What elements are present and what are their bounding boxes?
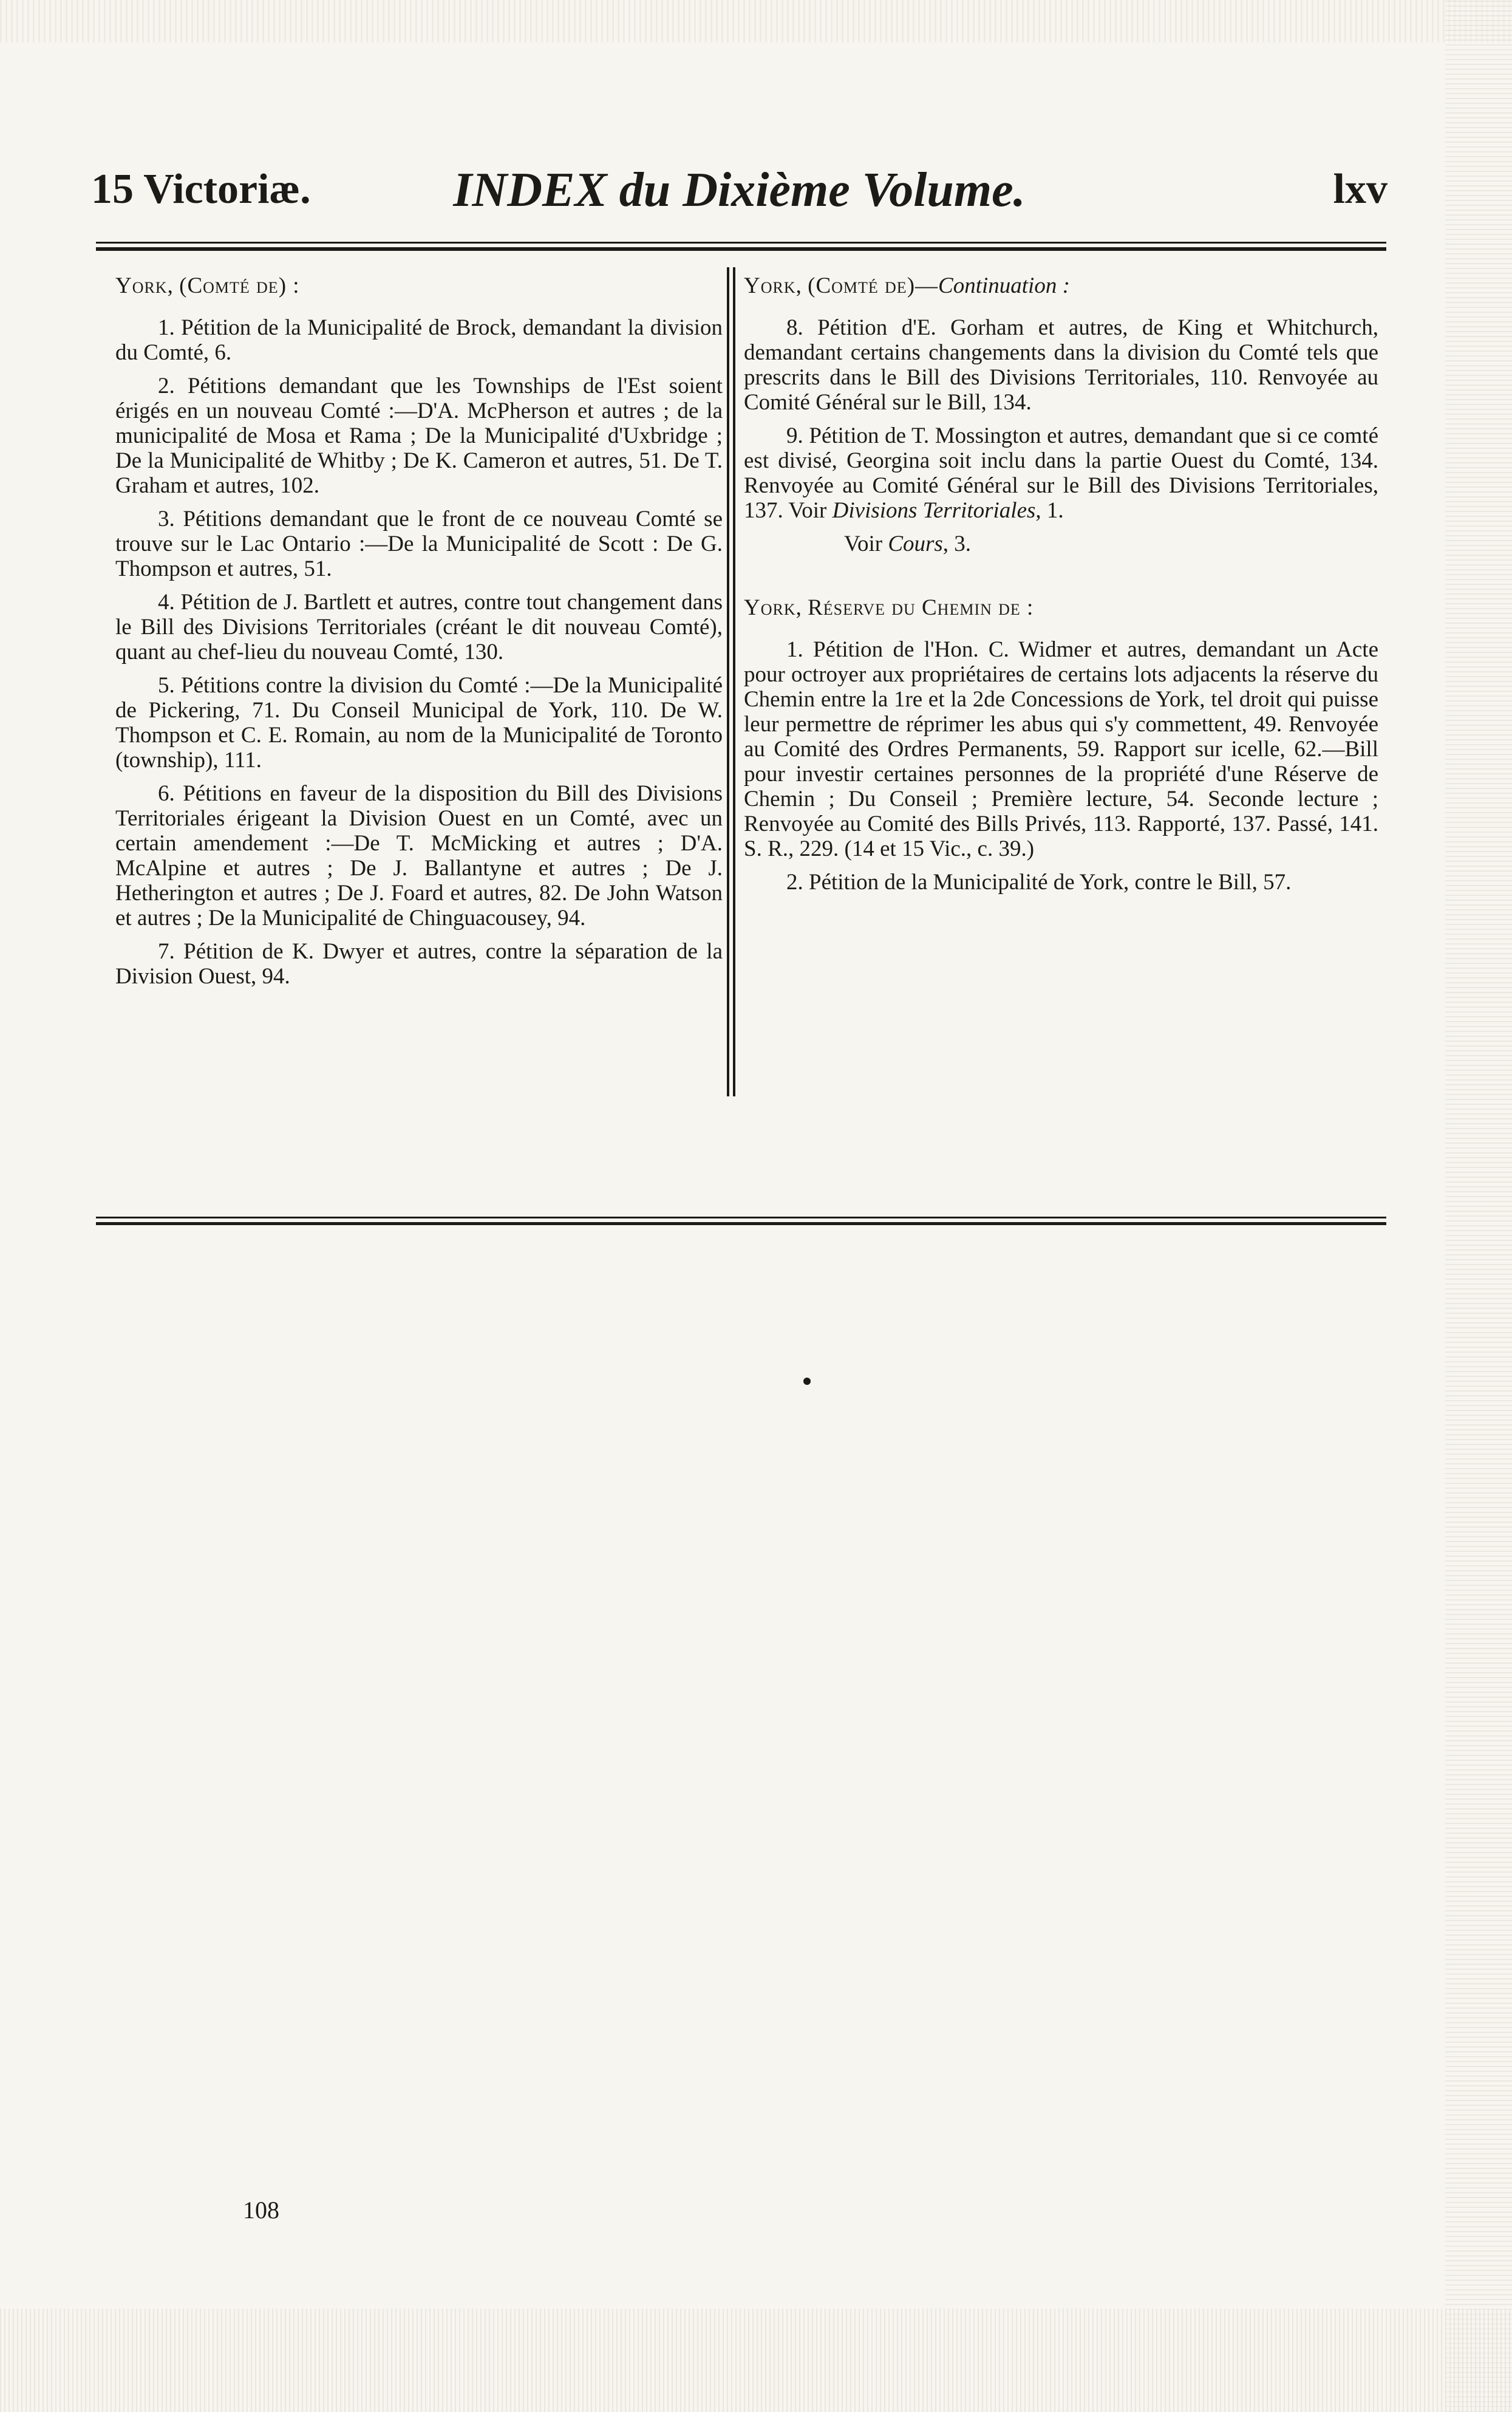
section-spacer [744,565,1378,595]
index-entry: 1. Pétition de la Municipalité de Brock, demandant la division du Comté, 6. [115,315,723,365]
index-entry: 8. Pétition d'E. Gorham et autres, de King et Whitchurch, demandant certains changements dans la division du Comté tels que prescrits dans le Bill des Divisions Territoriales, 110. Renvoyée au Comité Général sur le Bill, 134. [744,315,1378,415]
see-word: Voir [844,531,883,556]
signature-number: 108 [243,2196,279,2224]
right-heading-2-name: York, [744,595,802,620]
index-entry: 2. Pétition de la Municipalité de York, contre le Bill, 57. [786,870,1292,895]
left-column [115,273,723,997]
index-entry: 5. Pétitions contre la division du Comté :—De la Municipalité de Pickering, 71. Du Conseil Municipal de York, 110. De W. Thompson et C. E. Romain, au nom de la Municipalité de Toronto (township), 111. [115,673,723,773]
column-divider-right [733,267,735,1096]
see-also-line [744,531,1378,556]
scan-noise-bottom [0,2309,1512,2412]
see-reference: Cours [888,531,943,556]
header-rule-top [96,242,1386,244]
scan-noise-top [0,0,1512,43]
column-divider-left [727,267,729,1096]
header-page-roman: lxv [1333,166,1388,213]
index-entry: 2. Pétitions demandant que les Townships de l'Est soient érigés en un nouveau Comté :—D'A. McPherson et autres ; de la municipalité de Mosa et Rama ; De la Municipalité d'Uxbridge ; De la Municipalité de Whitby ; De K. Cameron et autres, 51. De T. Graham et autres, 102. [115,374,723,498]
right-heading-2-sub: Réserve du Chemin de : [808,595,1034,620]
left-heading-name: York, [115,273,174,298]
index-entry: 1. Pétition de l'Hon. C. Widmer et autres, demandant un Acte pour octroyer aux propriétaires de certains lots adjacents la réserve du Chemin entre la 1re et la 2de Concessions de York, tel droit qui puisse leur permettre de réprimer les abus qui s'y commettent, 49. Renvoyée au Comité des Ordres Permanents, 59. Rapport sur icelle, 62.—Bill pour investir certaines personnes de la propriété d'une Réserve de Chemin ; Du Conseil ; Première lecture, 54. Seconde lecture ; Renvoyée au Comité des Bills Privés, 113. Rapporté, 137. Passé, 141. S. R., 229. (14 et 15 Vic., c. 39.) [744,637,1378,861]
footer-rule-top [96,1217,1386,1218]
header-rule-bottom [96,247,1386,251]
left-heading-sub: (Comté de) : [179,273,300,298]
header-title: INDEX du Dixième Volume. [453,163,1026,217]
right-heading-2 [744,595,1378,620]
index-entry: 3. Pétitions demandant que le front de ce nouveau Comté se trouve sur le Lac Ontario :—De la Municipalité de Scott : De G. Thompson et autres, 51. [115,507,723,581]
index-entry: 7. Pétition de K. Dwyer et autres, contre la séparation de la Division Ouest, 94. [115,939,723,989]
right-column [744,273,1378,903]
right-heading-continuation: Continuation : [938,273,1070,298]
entry-cross-reference: Divisions Territoriales [832,498,1036,523]
header-regnal-year: 15 Victoriæ. [91,166,311,213]
running-header [91,159,1388,232]
index-entry: 4. Pétition de J. Bartlett et autres, contre tout changement dans le Bill des Divisions Territoriales (créant le dit nouveau Comté), quant au chef-lieu du nouveau Comté, 130. [115,590,723,664]
see-reference-page: , 3. [942,531,972,556]
left-heading [115,273,723,298]
entry-text: 9. Pétition de T. Mossington et autres, demandant que si ce comté est divisé, Georgina soit inclu dans la partie Ouest du Comté, 134. Renvoyée au Comité Général sur le Bill des Divisions Territoriales, 137. Voir [744,423,1378,523]
right-heading-name: York, [744,273,802,298]
index-entry [744,423,1378,523]
index-entry: 6. Pétitions en faveur de la disposition du Bill des Divisions Territoriales érigeant la Division Ouest en un Comté, avec un certain amendement :—De T. McMicking et autres ; D'A. McAlpine et autres ; De J. Ballantyne et autres ; De J. Hetherington et autres ; De J. Foard et autres, 82. De John Watson et autres ; De la Municipalité de Chinguacousey, 94. [115,781,723,931]
right-heading-sub: (Comté de)— [808,273,939,298]
footer-rule-bottom [96,1222,1386,1225]
entry-reference-page: , 1. [1035,498,1064,523]
ink-speck [803,1378,811,1385]
right-heading [744,273,1378,298]
scan-noise-right [1445,0,1512,2412]
